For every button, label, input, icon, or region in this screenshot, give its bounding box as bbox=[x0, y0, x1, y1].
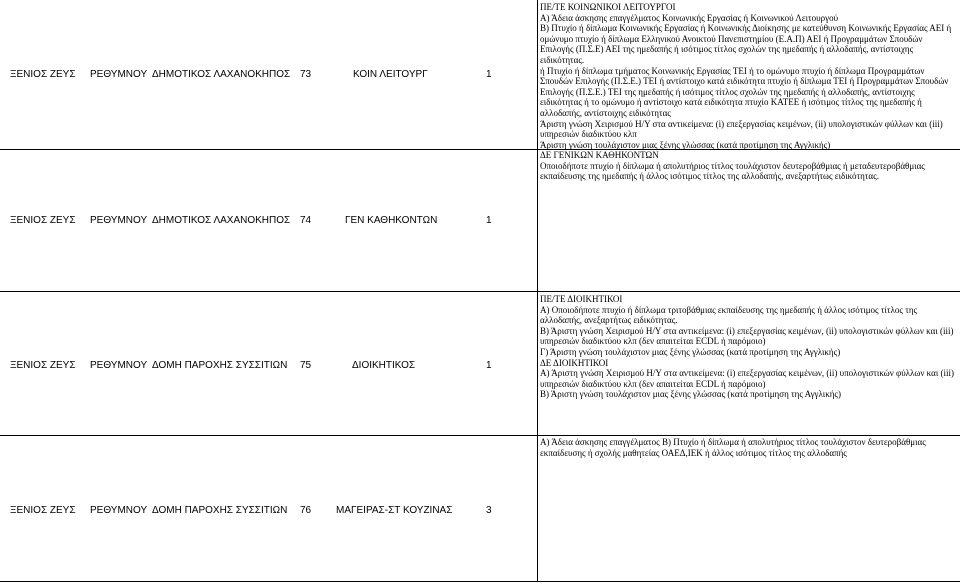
code-cell: 76 bbox=[300, 505, 312, 516]
table-row bbox=[0, 292, 960, 436]
positions-cell: 1 bbox=[486, 215, 492, 226]
requirement-line: ΔΕ ΓΕΝΙΚΩΝ ΚΑΘΗΚΟΝΤΩΝ bbox=[540, 150, 659, 160]
requirements-cell bbox=[540, 294, 956, 400]
requirement-line: ΔΕ ΔΙΟΙΚΗΤΙΚΟΙ bbox=[540, 357, 609, 368]
table-row bbox=[0, 436, 960, 582]
city-cell: ΡΕΘΥΜΝΟΥ bbox=[90, 505, 148, 516]
organization-cell: ΔΗΜΟΤΙΚΟΣ ΛΑΧΑΝΟΚΗΠΟΣ bbox=[152, 215, 291, 226]
column-divider bbox=[537, 150, 538, 291]
column-divider bbox=[537, 0, 538, 149]
positions-cell: 3 bbox=[486, 505, 492, 516]
requirement-line: Άριστη γνώση τουλάχιστον μιας ξένης γλώσσας (κατά προτίμηση της Αγγλικής) bbox=[540, 139, 831, 150]
municipality-cell: ΞΕΝΙΟΣ ΖΕΥΣ bbox=[10, 69, 76, 80]
organization-cell: ΔΗΜΟΤΙΚΟΣ ΛΑΧΑΝΟΚΗΠΟΣ bbox=[152, 69, 291, 80]
specialty-cell: ΚΟΙΝ ΛΕΙΤΟΥΡΓ bbox=[353, 69, 428, 80]
requirement-line: Οποιοδήποτε πτυχίο ή δίπλωμα ή απολυτήριος τίτλος τουλάχιστον δευτεροβάθμιας ή μεταδευτεροβάθμιας εκπαίδευσης της ημεδαπής ή άλλος ισότιμος τίτλος της αλλοδαπής, ανεξαρτήτως ειδικότητας. bbox=[540, 160, 925, 182]
requirement-line: Γ) Άριστη γνώση τουλάχιστον μιας ξένης γλώσσας (κατά προτίμηση της Αγγλικής) bbox=[540, 346, 841, 357]
requirement-line: Α) Άδεια άσκησης επαγγέλματος Κοινωνικής Εργασίας ή Κοινωνικού Λειτουργού bbox=[540, 12, 839, 23]
requirement-line: Α) Άδεια άσκησης επαγγέλματος Β) Πτυχίο ή δίπλωμα ή απολυτήριος τίτλος τουλάχιστον δευτεροβάθμιας εκπαίδευσης ή σχολής μαθητείας ΟΑΕΔ,ΙΕΚ ή άλλος ισότιμος τίτλος της αλλοδαπής bbox=[540, 437, 926, 458]
municipality-cell: ΞΕΝΙΟΣ ΖΕΥΣ bbox=[10, 360, 76, 371]
requirement-line: Β) Άριστη γνώση Χειρισμού Η/Υ στα αντικείμενα: (i) επεξεργασίας κειμένων, (ii) υπολογιστικών φύλλων και (iii) υπηρεσιών διαδικτύου κλπ (δεν απαιτείται ECDL ή παρόμοιο) bbox=[540, 325, 954, 347]
requirements-cell bbox=[540, 150, 956, 182]
requirement-line: ΠΕ/ΤΕ ΔΙΟΙΚΗΤΙΚΟΙ bbox=[540, 294, 623, 304]
requirement-line: Α) Οποιοδήποτε πτυχίο ή δίπλωμα τριτοβάθμιας εκπαίδευσης της ημεδαπής ή άλλος ισότιμος τίτλος της αλλοδαπής, ανεξαρτήτως ειδικότητας. bbox=[540, 304, 918, 326]
requirement-line: Α) Άριστη γνώση Χειρισμού Η/Υ στα αντικείμενα: (i) επεξεργασίας κειμένων, (ii) υπολογιστικών φύλλων και (iii) υπηρεσιών διαδικτύου κλπ (δεν απαιτείται ECDL ή παρόμοιο) bbox=[540, 368, 954, 389]
column-divider bbox=[537, 436, 538, 581]
table-row bbox=[0, 150, 960, 292]
requirement-line: Β) Πτυχίο ή δίπλωμα Κοινωνικής Εργασίας ή Κοινωνικής Διοίκησης με κατεύθυνση Κοινωνικής Εργασίας ΑΕΙ ή ομώνυμο πτυχίο ή δίπλωμα Ελληνικού Ανοικτού Πανεπιστημίου (Ε.Α.Π) ΑΕΙ ή Προγραμμάτων Σπουδών Επιλογής (Π.Σ.Ε) ΑΕΙ της ημεδαπής ή ισότιμος τίτλος σχολών της ημεδαπής ή αλλοδαπής, αντίστοιχης ειδικότητας. bbox=[540, 23, 952, 65]
requirements-cell bbox=[540, 437, 956, 458]
specialty-cell: ΔΙΟΙΚΗΤΙΚΟΣ bbox=[352, 360, 416, 371]
municipality-cell: ΞΕΝΙΟΣ ΖΕΥΣ bbox=[10, 505, 76, 516]
specialty-cell: ΓΕΝ ΚΑΘΗΚΟΝΤΩΝ bbox=[345, 215, 438, 226]
city-cell: ΡΕΘΥΜΝΟΥ bbox=[90, 69, 148, 80]
requirements-cell bbox=[540, 2, 956, 150]
requirement-line: ή Πτυχίο ή δίπλωμα τμήματος Κοινωνικής Εργασίας ΤΕΙ ή το ομώνυμο πτυχίο ή δίπλωμα Προγραμμάτων Σπουδών Επιλογής (Π.Σ.Ε.) ΤΕΙ ή αντίστοιχο κατά ειδικότητα πτυχίο ή δίπλωμα ΤΕΙ ή Προγραμμάτων Σπουδών Επιλογής (Π.Σ.Ε.) ΤΕΙ της ημεδαπής ή ισότιμος τίτλος σχολών της ημεδαπής ή αλλοδαπής, αντίστοιχης ειδικότητας ή το ομώνυμο ή αντίστοιχο κατά ειδικότητα πτυχίο ΚΑΤΕΕ ή ισότιμος τίτλος της ημεδαπής ή αλλοδαπής, αντίστοιχης ειδικότητας bbox=[540, 65, 949, 118]
requirement-line: ΠΕ/ΤΕ ΚΟΙΝΩΝΙΚΟΙ ΛΕΙΤΟΥΡΓΟΙ bbox=[540, 2, 676, 12]
municipality-cell: ΞΕΝΙΟΣ ΖΕΥΣ bbox=[10, 215, 76, 226]
organization-cell: ΔΟΜΗ ΠΑΡΟΧΗΣ ΣΥΣΣΙΤΙΩΝ bbox=[152, 360, 288, 371]
column-divider bbox=[537, 292, 538, 435]
city-cell: ΡΕΘΥΜΝΟΥ bbox=[90, 360, 148, 371]
specialty-cell: ΜΑΓΕΙΡΑΣ-ΣΤ ΚΟΥΖΙΝΑΣ bbox=[336, 505, 453, 516]
organization-cell: ΔΟΜΗ ΠΑΡΟΧΗΣ ΣΥΣΣΙΤΙΩΝ bbox=[152, 505, 288, 516]
table-row bbox=[0, 0, 960, 150]
positions-cell: 1 bbox=[486, 360, 492, 371]
code-cell: 74 bbox=[300, 215, 312, 226]
code-cell: 73 bbox=[300, 69, 312, 80]
positions-cell: 1 bbox=[486, 69, 492, 80]
city-cell: ΡΕΘΥΜΝΟΥ bbox=[90, 215, 148, 226]
code-cell: 75 bbox=[300, 360, 312, 371]
requirement-line: Β) Άριστη γνώση τουλάχιστον μιας ξένης γλώσσας (κατά προτίμηση της Αγγλικής) bbox=[540, 389, 841, 400]
requirement-line: Άριστη γνώση Χειρισμού Η/Υ στα αντικείμενα: (i) επεξεργασίας κειμένων, (ii) υπολογιστικών φύλλων και (iii) υπηρεσιών διαδικτύου κλπ bbox=[540, 118, 943, 140]
